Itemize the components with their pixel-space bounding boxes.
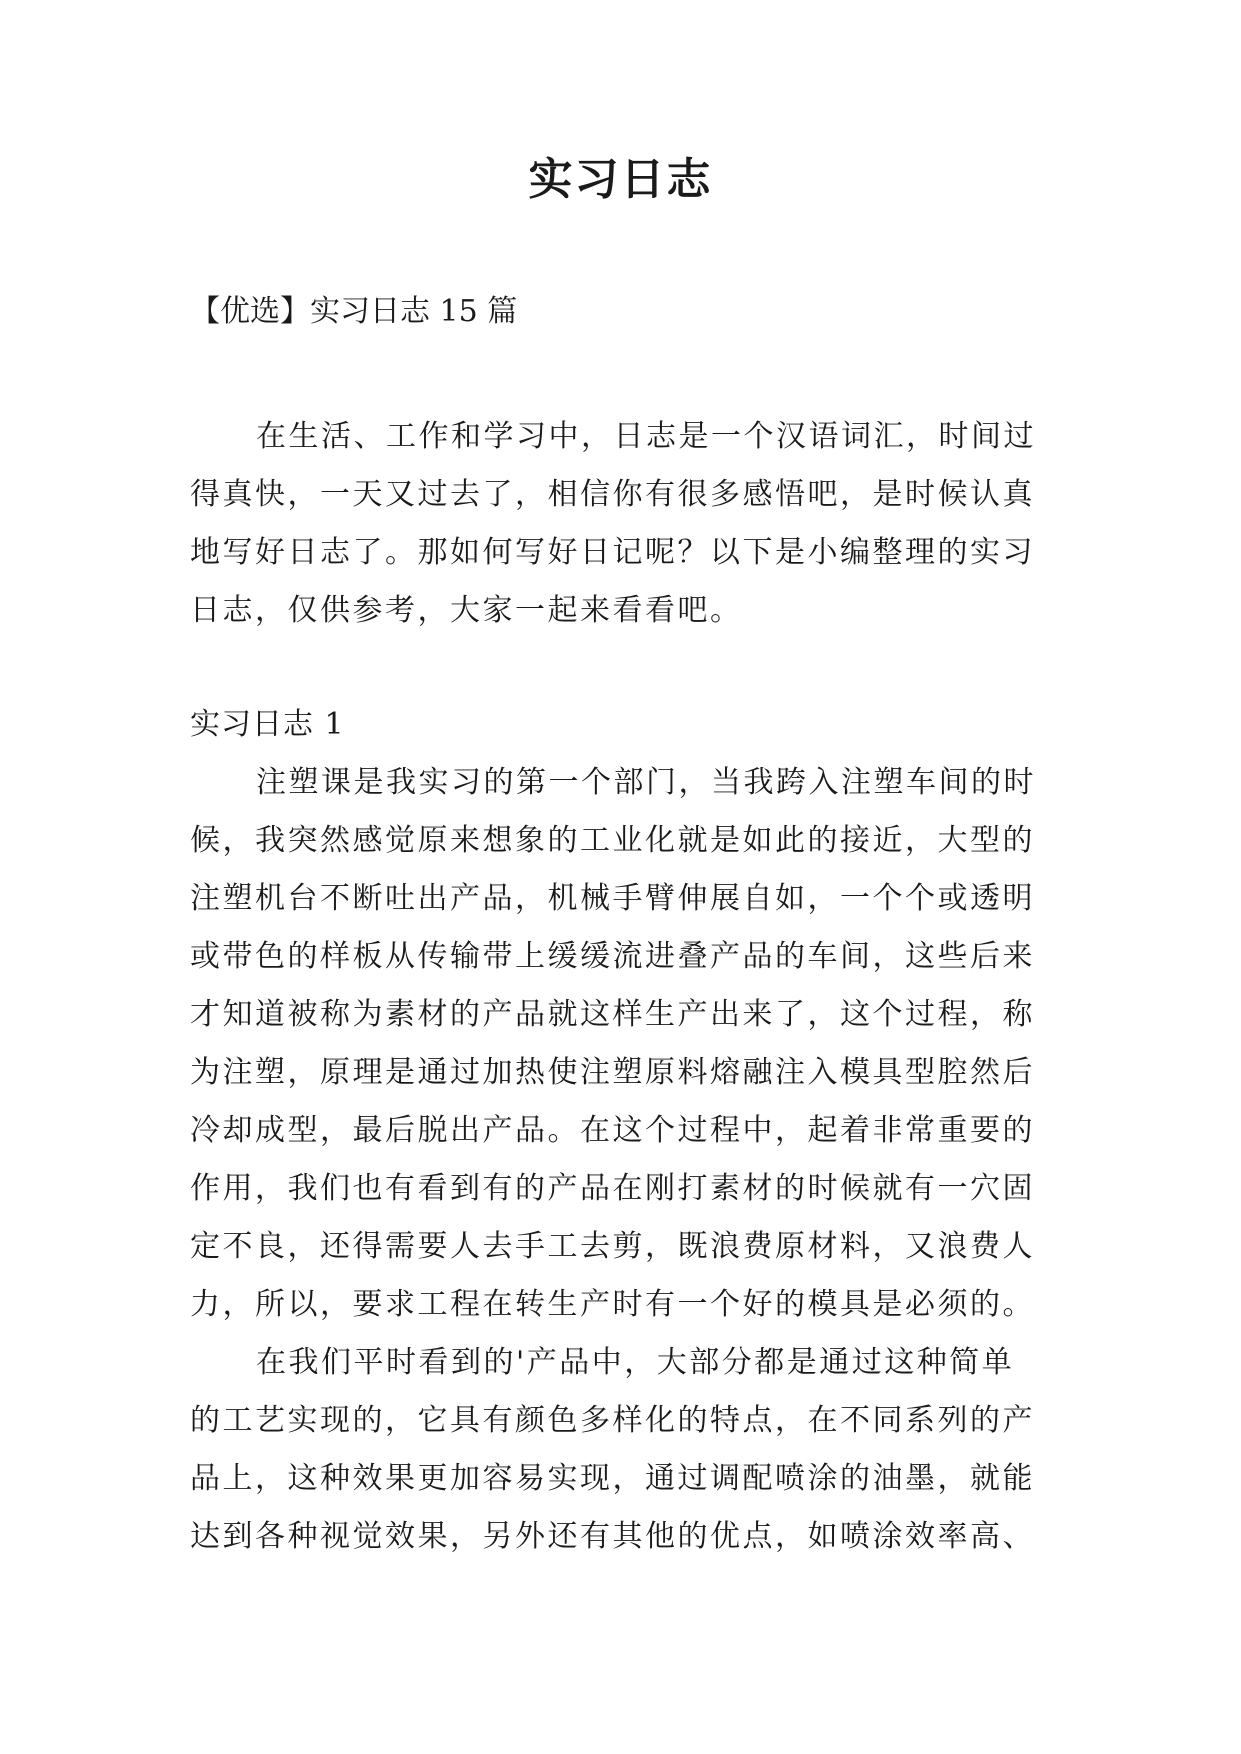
intro-line: 日志，仅供参考，大家一起来看看吧。 <box>190 593 743 628</box>
entry-heading: 实习日志 1 <box>190 707 345 742</box>
paragraph1-line: 为注塑，原理是通过加热使注塑原料熔融注入模具型腔然后 <box>190 1055 1035 1090</box>
document-subtitle: 【优选】实习日志 15 篇 <box>190 294 518 329</box>
paragraph1-line: 冷却成型，最后脱出产品。在这个过程中，起着非常重要的 <box>190 1113 1035 1148</box>
paragraph1-line: 或带色的样板从传输带上缓缓流进叠产品的车间，这些后来 <box>190 939 1035 974</box>
paragraph2-line: 品上，这种效果更加容易实现，通过调配喷涂的油墨，就能 <box>190 1461 1035 1496</box>
intro-line: 得真快，一天又过去了，相信你有很多感悟吧，是时候认真 <box>190 477 1035 512</box>
paragraph2-line: 达到各种视觉效果，另外还有其他的优点，如喷涂效率高、 <box>190 1519 1035 1554</box>
paragraph1-line: 注塑机台不断吐出产品，机械手臂伸展自如，一个个或透明 <box>190 881 1035 916</box>
intro-line: 在生活、工作和学习中，日志是一个汉语词汇，时间过 <box>256 419 1036 454</box>
intro-paragraph <box>190 408 1060 640</box>
paragraph1-line: 力，所以，要求工程在转生产时有一个好的模具是必须的。 <box>190 1287 1035 1322</box>
paragraph1-line: 定不良，还得需要人去手工去剪，既浪费原材料，又浪费人 <box>190 1229 1035 1264</box>
paragraph2-line: 在我们平时看到的'产品中，大部分都是通过这种简单 <box>256 1345 1015 1380</box>
intro-line: 地写好日志了。那如何写好日记呢？以下是小编整理的实习 <box>190 535 1035 570</box>
paragraph1-line: 才知道被称为素材的产品就这样生产出来了，这个过程，称 <box>190 997 1035 1032</box>
paragraph1-line: 候，我突然感觉原来想象的工业化就是如此的接近，大型的 <box>190 823 1035 858</box>
journal-entry-1 <box>190 696 1060 1566</box>
paragraph2-line: 的工艺实现的，它具有颜色多样化的特点，在不同系列的产 <box>190 1403 1035 1438</box>
paragraph1-line: 作用，我们也有看到有的产品在刚打素材的时候就有一穴固 <box>190 1171 1035 1206</box>
paragraph1-line: 注塑课是我实习的第一个部门，当我跨入注塑车间的时 <box>256 765 1036 800</box>
document-title: 实习日志 <box>528 154 713 205</box>
